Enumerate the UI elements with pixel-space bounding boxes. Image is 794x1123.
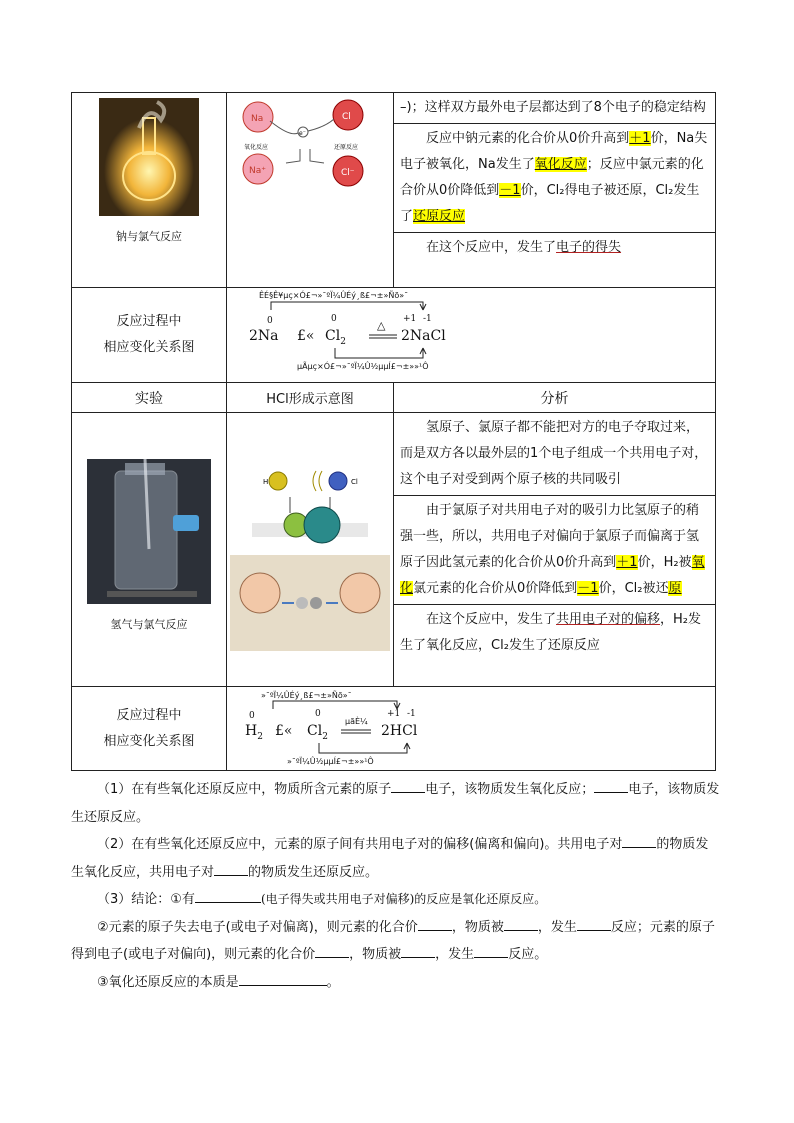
- row-na-relation: [72, 288, 716, 383]
- blank-1[interactable]: [391, 778, 425, 793]
- relation-label-3: 反应过程中: [116, 707, 182, 723]
- row-h2-relation: [72, 687, 716, 771]
- relation-diagram-cell-2: [227, 687, 716, 771]
- blank-5[interactable]: [195, 888, 261, 903]
- ox-label: 氧化反应: [244, 144, 269, 151]
- blank-11[interactable]: [474, 943, 508, 958]
- blank-3[interactable]: [622, 833, 656, 848]
- condition-heat: △: [377, 319, 386, 332]
- content-table: [71, 92, 716, 771]
- analysis-text-3: 在这个反应中，发生了电子的得失: [394, 232, 715, 263]
- questions: [71, 776, 721, 996]
- analysis-cell: [394, 93, 716, 288]
- flask-photo: [99, 98, 199, 216]
- reactant-cl2: $Cl_2$: [325, 328, 346, 347]
- reactant-na: 2Na: [249, 328, 279, 344]
- question-5: ③氧化还原反应的本质是 。: [71, 969, 721, 997]
- reactant-cl2-2: $Cl_2$: [307, 723, 328, 742]
- h2-equation: »¯ºÏ¼ÛÉý¸ß£¬±»Ñõ»¯ 0 0 +1 -1 $H_2$ £« $Cl_2$ µãÈ¼ 2HCl »¯ºÏ¼Û½µµÍ£¬±»»¹Ô: [227, 687, 715, 769]
- oxidation-note-2: »¯ºÏ¼ÛÉý¸ß£¬±»Ñõ»¯: [261, 691, 352, 700]
- relation-label-2: 相应变化关系图: [103, 340, 195, 355]
- na-label: Na: [251, 114, 264, 124]
- relation-label-cell-2: [72, 687, 227, 771]
- plus-sign: £«: [297, 328, 315, 344]
- analysis-text-6: 在这个反应中，发生了共用电子对的偏移，H₂发生了氧化反应，Cl₂发生了还原反应: [394, 604, 715, 661]
- jar-photo: [87, 459, 211, 604]
- analysis-text-5: 由于氯原子对共用电子对的吸引力比氢原子的稍强一些，所以，共用电子对偏向于氯原子而偏离于氢原子因此氢元素的化合价从0价升高到＋1价，H₂被氧化氯元素的化合价从0价降低到－1价，Cl₂被还原: [394, 495, 715, 604]
- header-row: [72, 383, 716, 413]
- blank-6[interactable]: [418, 916, 452, 931]
- experiment-caption: 钠与氯气反应: [116, 230, 182, 243]
- question-1: （1）在有些氧化还原反应中，物质所含元素的原子 电子，该物质发生氧化反应； 电子，该物质发生还原反应。: [71, 776, 721, 831]
- blank-8[interactable]: [577, 916, 611, 931]
- h-label: H: [263, 478, 269, 486]
- row-na-cl2: [72, 93, 716, 288]
- reduction-note: µÃµç×Ó£¬»¯ºÏ¼Û½µµÍ£¬±»»¹Ô: [297, 362, 429, 371]
- na-plus-label: Na⁺: [249, 166, 266, 176]
- product-nacl: 2NaCl: [401, 328, 446, 344]
- question-3: （3）结论：①有 (电子得失或共用电子对偏移)的反应是氧化还原反应。: [71, 886, 721, 914]
- experiment-caption-2: 氢气与氯气反应: [110, 618, 188, 631]
- question-4: ②元素的原子失去电子(或电子对偏离)，则元素的化合价 ，物质被 ，发生 反应；元素的原子得到电子(或电子对偏向)，则元素的化合价 ，物质被 ，发生 反应。: [71, 914, 721, 969]
- reduction-note-2: »¯ºÏ¼Û½µµÍ£¬±»»¹Ô: [287, 757, 374, 766]
- red-label: 还原反应: [334, 144, 359, 151]
- relation-label-cell: [72, 288, 227, 383]
- experiment-cell-2: [72, 413, 227, 687]
- condition-ignite: µãÈ¼: [345, 717, 368, 726]
- header-hcl-diagram: HCl形成示意图: [227, 383, 394, 413]
- electron-label: e⁻: [299, 130, 306, 137]
- na-equation: ÊÉ§Ê¥µç×Ó£¬»¯ºÏ¼ÛÉý¸ß£¬±»Ñõ»¯ 0 0 +1 -1 2Na £« $Cl_2$ △ 2NaCl µÃµç×Ó£¬»¯ºÏ¼Û½µµÍ£¬±»»¹Ô: [227, 288, 715, 380]
- cl-minus-label: Cl⁻: [341, 168, 355, 178]
- blank-4[interactable]: [214, 861, 248, 876]
- question-2: （2）在有些氧化还原反应中，元素的原子间有共用电子对的偏移(偏离和偏向)。共用电子对 的物质发生氧化反应，共用电子对 的物质发生还原反应。: [71, 831, 721, 886]
- header-analysis: 分析: [394, 383, 716, 413]
- blank-12[interactable]: [239, 971, 327, 986]
- reactant-h2: $H_2$: [245, 723, 263, 742]
- diagram-cell-2: [227, 413, 394, 687]
- blank-10[interactable]: [401, 943, 435, 958]
- analysis-cell-2: [394, 413, 716, 687]
- analysis-text-1: –)；这样双方最外电子层都达到了8个电子的稳定结构: [400, 100, 706, 115]
- diagram-cell: [227, 93, 394, 288]
- relation-label-1: 反应过程中: [116, 314, 182, 329]
- nacl-formation-diagram: [230, 97, 390, 197]
- relation-diagram-cell: [227, 288, 716, 383]
- relation-label-4: 相应变化关系图: [103, 733, 195, 749]
- blank-9[interactable]: [315, 943, 349, 958]
- hcl-formation-diagram: [230, 463, 390, 673]
- analysis-text-2: 反应中钠元素的化合价从0价升高到＋1价，Na失电子被氧化，Na发生了氧化反应；反应中氯元素的化合价从0价降低到－1价，Cl₂得电子被还原，Cl₂发生了还原反应: [394, 123, 715, 232]
- plus-sign-2: £«: [275, 723, 293, 739]
- product-hcl: 2HCl: [381, 723, 418, 739]
- cl-label-2: Cl: [351, 478, 358, 486]
- analysis-text-4: 氢原子、氯原子都不能把对方的电子夺取过来，而是双方各以最外层的1个电子组成一个共用电子对，这个电子对受到两个原子核的共同吸引: [400, 420, 708, 487]
- row-h2-cl2: [72, 413, 716, 687]
- blank-2[interactable]: [594, 778, 628, 793]
- header-experiment: 实验: [72, 383, 227, 413]
- experiment-cell: [72, 93, 227, 288]
- cl-label: Cl: [342, 112, 351, 122]
- blank-7[interactable]: [504, 916, 538, 931]
- oxidation-note: ÊÉ§Ê¥µç×Ó£¬»¯ºÏ¼ÛÉý¸ß£¬±»Ñõ»¯: [259, 291, 409, 300]
